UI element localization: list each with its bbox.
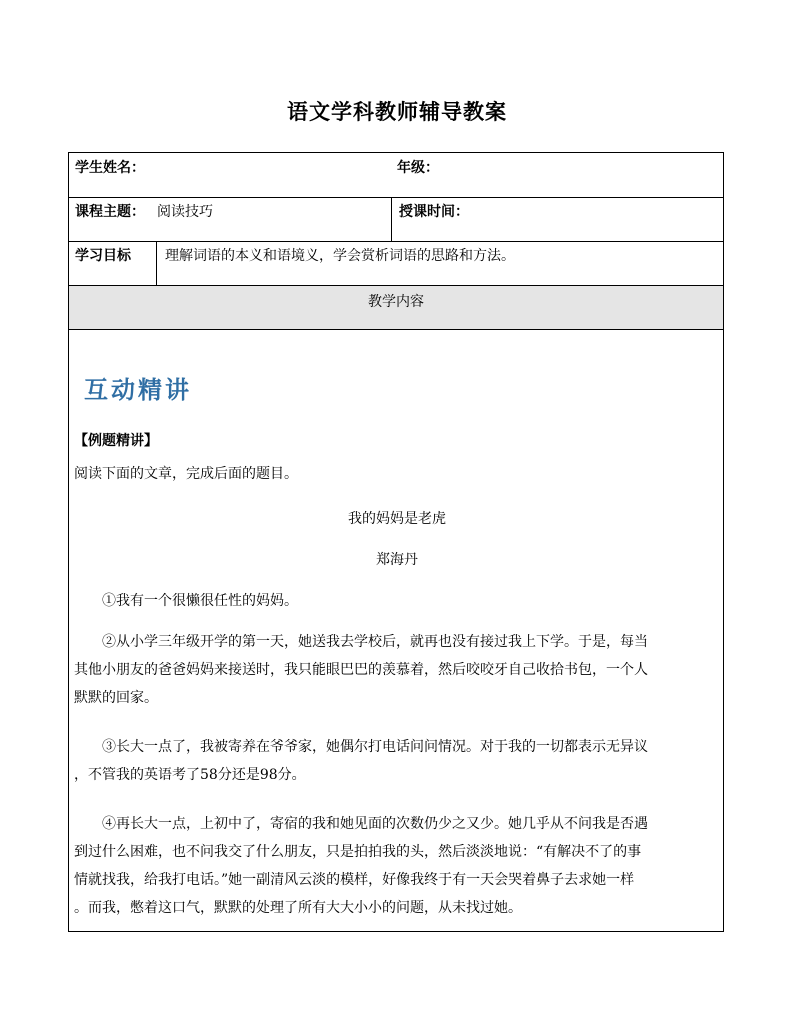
- paragraph-4: [74, 810, 718, 922]
- paragraph-line: 到过什么困难，也不问我交了什么朋友，只是拍拍我的头，然后淡淡地说：“有解决不了的事: [74, 844, 642, 860]
- paragraph-line: ④再长大一点，上初中了，寄宿的我和她见面的次数仍少之又少。她几乎从不问我是否遇: [102, 816, 648, 832]
- grade-label: 年级：: [397, 160, 439, 176]
- row-learning-goal: [69, 242, 723, 286]
- section-heading: 互动精讲: [84, 375, 192, 404]
- course-topic-label: 课程主题：: [75, 204, 145, 220]
- paragraph-line: 其他小朋友的爸爸妈妈来接送时，我只能眼巴巴的羡慕着，然后咬咬牙自己收拾书包，一个人: [74, 662, 648, 678]
- content-header: 教学内容: [368, 294, 424, 310]
- goal-row-divider: [156, 242, 157, 285]
- paragraph-1: [74, 587, 718, 615]
- paragraph-line: 。而我，憋着这口气，默默的处理了所有大大小小的问题，从未找过她。: [74, 900, 522, 916]
- reading-instruction: 阅读下面的文章，完成后面的题目。: [74, 466, 298, 482]
- class-time-label: 授课时间：: [399, 204, 469, 220]
- learning-goal-label: 学习目标: [75, 248, 131, 264]
- example-label: 【例题精讲】: [74, 433, 158, 449]
- learning-goal-value: 理解词语的本义和语境义，学会赏析词语的思路和方法。: [165, 248, 515, 264]
- row-student-info: [69, 153, 723, 198]
- course-row-divider: [391, 198, 392, 241]
- student-name-label: 学生姓名：: [75, 160, 145, 176]
- paragraph-line: 默默的回家。: [74, 690, 158, 706]
- paragraph-line: ③长大一点了，我被寄养在爷爷家，她偶尔打电话问问情况。对于我的一切都表示无异议: [102, 739, 648, 755]
- row-course-info: [69, 198, 723, 242]
- paragraph-line: ②从小学三年级开学的第一天，她送我去学校后，就再也没有接过我上下学。于是，每当: [102, 634, 648, 650]
- paragraph-line: ，不管我的英语考了58分还是98分。: [74, 767, 306, 783]
- article-title: 我的妈妈是老虎: [348, 511, 446, 527]
- course-topic-value: 阅读技巧: [157, 204, 213, 220]
- paragraph-2: [74, 628, 718, 712]
- paragraph-line: 情就找我，给我打电话。”她一副清风云淡的模样，好像我终于有一天会哭着鼻子去求她一样: [74, 872, 635, 888]
- row-content-header: [69, 286, 723, 330]
- article-author: 郑海丹: [376, 552, 418, 568]
- paragraph-3: [74, 733, 718, 789]
- paragraph-line: ①我有一个很懒很任性的妈妈。: [102, 593, 298, 609]
- document-title: 语文学科教师辅导教案: [287, 99, 507, 124]
